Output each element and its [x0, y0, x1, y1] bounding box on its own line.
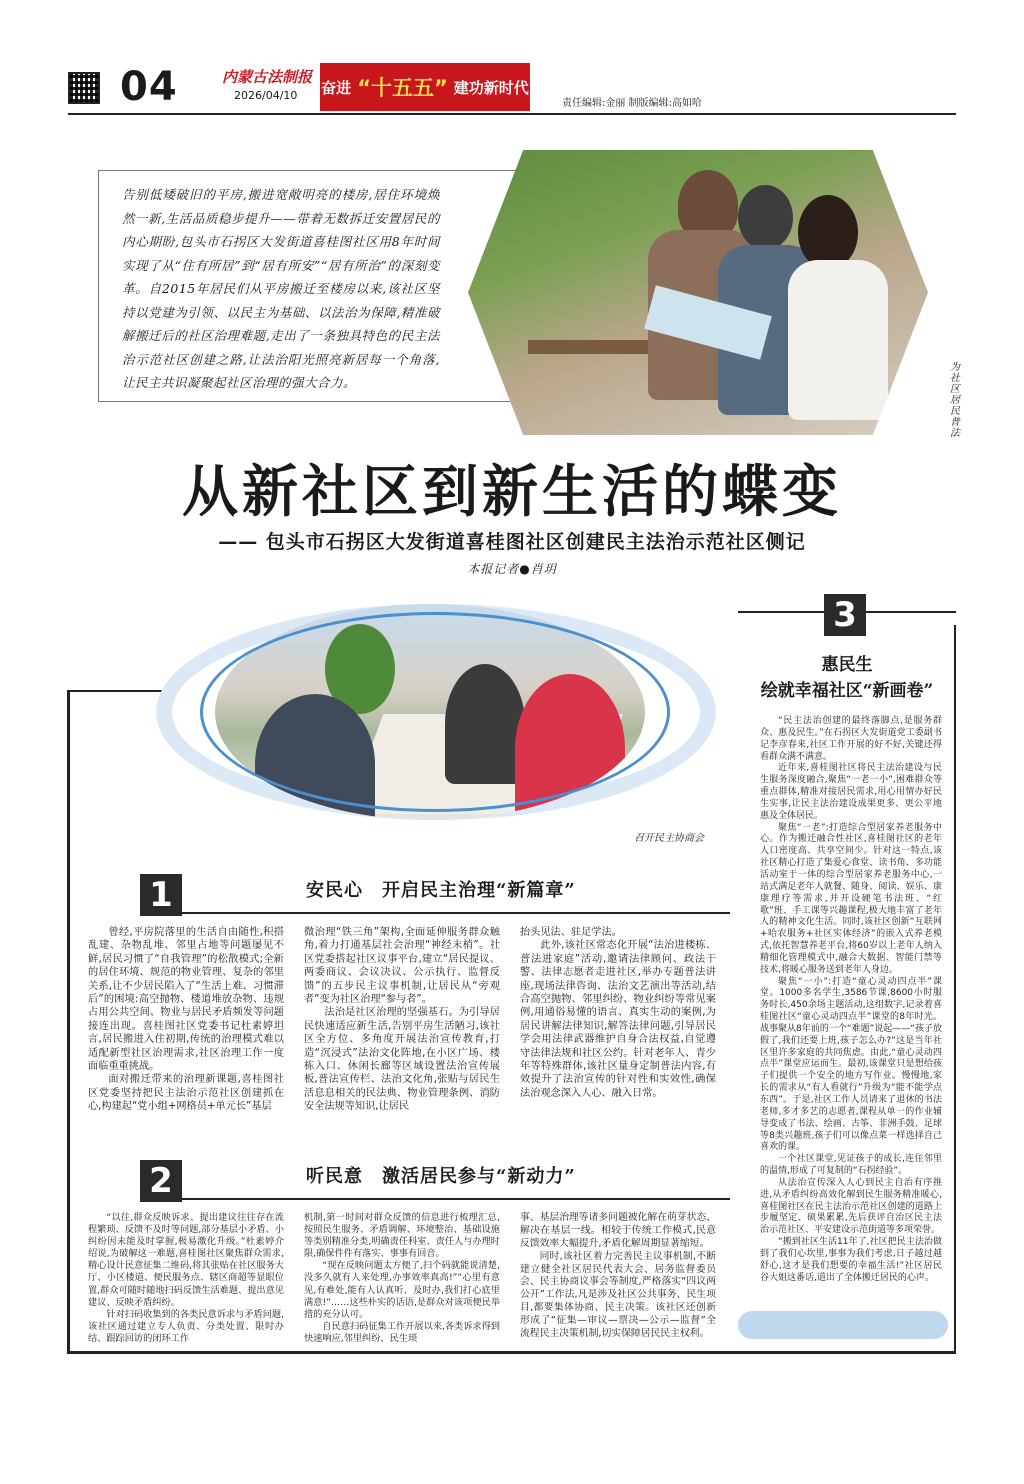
- section1-col1: [88, 926, 284, 1114]
- section3-title-line1: 惠民生: [821, 655, 873, 675]
- paragraph: 面对搬迁带来的治理新课题,喜桂图社区党委坚持把民主法治示范社区创建抓在心,构建起“党小组+网格员+单元长”基层: [88, 1074, 284, 1113]
- paragraph: 此外,该社区常态化开展“法治进楼栋、普法进家庭”活动,邀请法律顾问、政法干警、法律志愿者走进社区,举办专题普法讲座,现场法律咨询、法治文艺演出等活动,结合高空抛物、邻里纠纷、物业纠纷等常见案例,用通俗易懂的语言、真实生动的案例,为居民讲解法律知识,解答法律问题,引导居民学会用法律武器维护自身合法权益,自觉遵守法律法规和社区公约。针对老年人、青少年等特殊群体,该社区量身定制普法内容,有效提升了法治宣传的针对性和实效性,确保法治观念深入人心、融入日常。: [520, 940, 716, 1099]
- paragraph: 事、基层治理等诸多问题被化解在萌芽状态、解决在基层一线。相较于传统工作模式,民意反馈效率大幅提升,矛盾化解周期显著缩短。: [520, 1212, 716, 1249]
- section3-body: [760, 716, 942, 1285]
- frame-line: [67, 690, 70, 1353]
- subtitle: —— 包头市石拐区大发街道喜桂图社区创建民主法治示范社区侧记: [218, 531, 806, 553]
- section1-col2: [304, 926, 500, 1114]
- paragraph: 微治理“铁三角”架构,全面延伸服务群众触角,着力打通基层社会治理“神经末梢”。社区党委搭起社区议事平台,建立“居民提议、两委商议、会议决议、公示执行、监督反馈”的五步民主议事机制,让居民从“旁观者”变为社区治理“参与者”。: [304, 927, 500, 1006]
- paragraph: 一个社区课堂,见证孩子的成长,连住邻里的温情,形成了可复制的“石拐经验”。: [760, 1154, 942, 1177]
- paragraph: 抬头见法、驻足学法。: [520, 927, 622, 938]
- photo-legal-education: [468, 150, 928, 435]
- byline: 本报记者●肖玥: [467, 562, 557, 576]
- paragraph: “现在反映问题太方便了,扫个码就能说清楚,没多久就有人来处理,办事效率真高!”“心里有意见,有难处,能有人认真听、及时办,我们打心底里满意!”……这些朴实的话语,是群众对该项便民举措的充分认可。: [304, 1260, 500, 1320]
- intro-text: 告别低矮破旧的平房,搬进宽敞明亮的楼房,居住环境焕然一新,生活品质稳步提升——带着无数拆迁安置居民的内心期盼,包头市石拐区大发街道喜桂图社区用8年时间实现了从“住有所居”到“居有所安”“居有所治”的深刻变革。自2015年居民们从平房搬迁至楼房以来,该社区坚持以党建为引领、以民主为基础、以法治为保障,精准破解搬迁后的社区治理难题,走出了一条独具特色的民主法治示范社区创建之路,让法治阳光照亮新居每一个角落,让民主共识凝聚起社区治理的强大合力。: [122, 187, 440, 390]
- section-rule: [182, 1198, 730, 1200]
- paragraph: 曾经,平房院落里的生活自由随性,积搭乱建、杂物乱堆、邻里占地等问题屡见不鲜,居民习惯了“自我管理”的松散模式;全新的居住环境、规范的物业管理、复杂的邻里关系,让不少居民陷入了“生活上难、习惯滞后”的困境:高空抛物、楼道堆放杂物、违规占用公共空间、物业与居民矛盾频发等问题接连出现。喜桂图社区党委书记杜素婷坦言,居民搬进入住初期,传统的治理模式难以适配新型社区治理需求,社区治理工作一度面临重重挑战。: [88, 927, 284, 1073]
- paragraph: 聚焦“一小”:打造“童心灵动四点半”课堂。1000多名学生,3586节课,8600小时服务时长,450余场主题活动,这组数字,记录着喜桂图社区“童心灵动四点半”课堂的8年时光。战事聚从8年前的一个“难题”说起——“孩子放假了,我们还要上班,孩子怎么办?”这是当年社区里许多家庭的共同焦虑。由此,“童心灵动四点半”课堂应运而生。最初,该课堂只是想给孩子们提供一个安全的地方写作业。慢慢地,家长的需求从“有人看就行”升级为“能不能学点东西”。于是,社区工作人员请来了退休的书法老师,多才多艺的志愿者,课程从单一的作业辅导变成了书法、绘画、古筝、非洲手鼓、足球等8类兴趣班,孩子们可以像点菜一样选择自己喜欢的课。: [760, 976, 942, 1153]
- paragraph: 自民意扫码征集工作开展以来,各类诉求得到快速响应,邻里纠纷、民生琐: [304, 1320, 500, 1344]
- frame-line: [67, 1351, 955, 1354]
- section-rule: [182, 912, 730, 914]
- page-number: 04: [120, 64, 178, 110]
- section3-title-line2: 绘就幸福社区“新画卷”: [760, 681, 934, 701]
- section1-number: 1: [140, 874, 182, 916]
- section3-number: 3: [824, 594, 866, 636]
- section2-col3: [520, 1212, 716, 1341]
- frame-line: [738, 611, 826, 613]
- section3-title: [738, 652, 956, 704]
- qr-code-icon: [68, 72, 100, 104]
- section1-title: 安民心 开启民主治理“新篇章”: [306, 880, 576, 901]
- photo2-caption: 召开民主协商会: [634, 833, 704, 844]
- decorative-ribbon: [738, 1311, 948, 1339]
- banner-part1: 奋进: [321, 78, 352, 97]
- main-title: 从新社区到新生活的蝶变: [182, 459, 842, 525]
- paragraph: “以往,群众反映诉求、提出建议往往存在流程繁琐、反馈不及时等问题,部分基层小矛盾、小纠纷因未能及时掌握,极易激化升级。”杜素婷介绍说,为破解这一难题,喜桂图社区聚焦群众需求,精心设计民意征集二维码,将其张贴在社区服务大厅、小区楼道、便民服务点、辖区商超等显眼位置,群众可随时随地扫码反馈生活难题、提出意见建议、反映矛盾纠纷。: [88, 1212, 284, 1308]
- paragraph: 从法治宣传深入人心到民主自治有序推进,从矛盾纠纷高效化解到民生服务精准暖心,喜桂图社区在民主法治示范社区创建的道路上步履坚定、硕果累累,先后获评自治区民主法治示范社区、平安建设示范街道等多项荣誉。: [760, 1177, 942, 1236]
- frame-line: [866, 611, 956, 613]
- header-rule: [68, 113, 956, 115]
- paragraph: 同时,该社区着力完善民主议事机制,不断建立健全社区居民代表大会、居务监督委员会、民主协商议事会等制度,严格落实“四议两公开”工作法,凡是涉及社区公共事务、民生项目,都要集体协商、民主决策。该社区还创新形成了“征集—审议—票决—公示—监督”全流程民主决策机制,切实保障居民民主权利。: [520, 1250, 716, 1339]
- banner-part2: “十五五”: [357, 76, 448, 100]
- issue-date: 2026/04/10: [234, 89, 298, 102]
- paragraph: 近年来,喜桂图社区将民主法治建设与民生服务深度融合,聚焦“一老一小”,困难群众等重点群体,精准对接居民需求,用心用情办好民生实事,让民主法治建设成果更多、更公平地惠及全体居民。: [760, 763, 942, 821]
- section2-col1: [88, 1212, 284, 1345]
- paragraph: 机制,第一时间对群众反馈的信息进行梳理汇总,按照民生服务、矛盾调解、环境整治、基础设施等类别精准分类,明确责任科室、责任人与办理时限,确保件件有落实、事事有回音。: [304, 1212, 500, 1260]
- paragraph: 法治是社区治理的坚强基石。为引导居民快速适应新生活,告别平房生活陋习,该社区全方位、多角度开展法治宣传教育,打造“沉浸式”法治文化阵地,在小区广场、楼栋入口、休闲长廊等区域设置法治宣传展板,普法宣传栏、法治文化角,张贴与居民生活息息相关的民法典、物业管理条例、消防安全法规等知识,让居民: [304, 1007, 500, 1113]
- section1-col3: [520, 926, 716, 1100]
- section2-title: 听民意 激活居民参与“新动力”: [306, 1166, 576, 1187]
- photo-frame-inner: [200, 612, 670, 812]
- frame-line: [954, 625, 956, 1354]
- column-banner: [320, 63, 530, 111]
- paragraph: 聚焦“一老”:打造综合型居家养老服务中心。作为搬迁融合性社区,喜桂图社区的老年人口密度高、共享空间少。针对这一特点,该社区精心打造了集爱心食堂、读书角、多功能活动室于一体的综合型居家养老服务中心,一站式满足老年人就餐、随身、阅读、娱乐、康康理疗等需求,并开设硬笔书法班、“红歌”班、手工课等兴趣课程,极大地丰富了老年人的精神文化生活。同时,该社区创新“互联网+哈农服务+社区实体经济”的嵌入式养老模式,依托智慧养老平台,将60岁以上老年人纳入精细化管理模式中,融合大数据、智能门禁等技术,将暖心服务送到老年人身边。: [760, 822, 942, 975]
- section2-number: 2: [140, 1160, 182, 1202]
- section2-col2: [304, 1212, 500, 1345]
- photo1-caption: 为社区居民普法: [950, 362, 960, 439]
- newspaper-logo: 内蒙古法制报: [222, 68, 313, 86]
- paragraph: 针对扫码收集到的各类民意诉求与矛盾问题,该社区通过建立专人负责、分类处置、限时办结、跟踪回访的闭环工作: [88, 1308, 284, 1344]
- paragraph: “搬到社区生活11年了,社区把民主法治做到了我们心坎里,事事为我们考虑,日子越过越舒心,这才是我们想要的幸福生活!”社区居民谷大姐这番话,道出了全体搬迁居民的心声。: [760, 1237, 942, 1283]
- banner-part3: 建功新时代: [453, 78, 529, 97]
- editor-credits: 责任编辑:金丽 制版编辑:高如哈: [562, 98, 702, 109]
- paragraph: “民主法治创建的最终落脚点,是服务群众、惠及民生。”在石拐区大发街道党工委副书记李彦春来,社区工作开展的好不好,关键还得看群众满不满意。: [760, 716, 942, 762]
